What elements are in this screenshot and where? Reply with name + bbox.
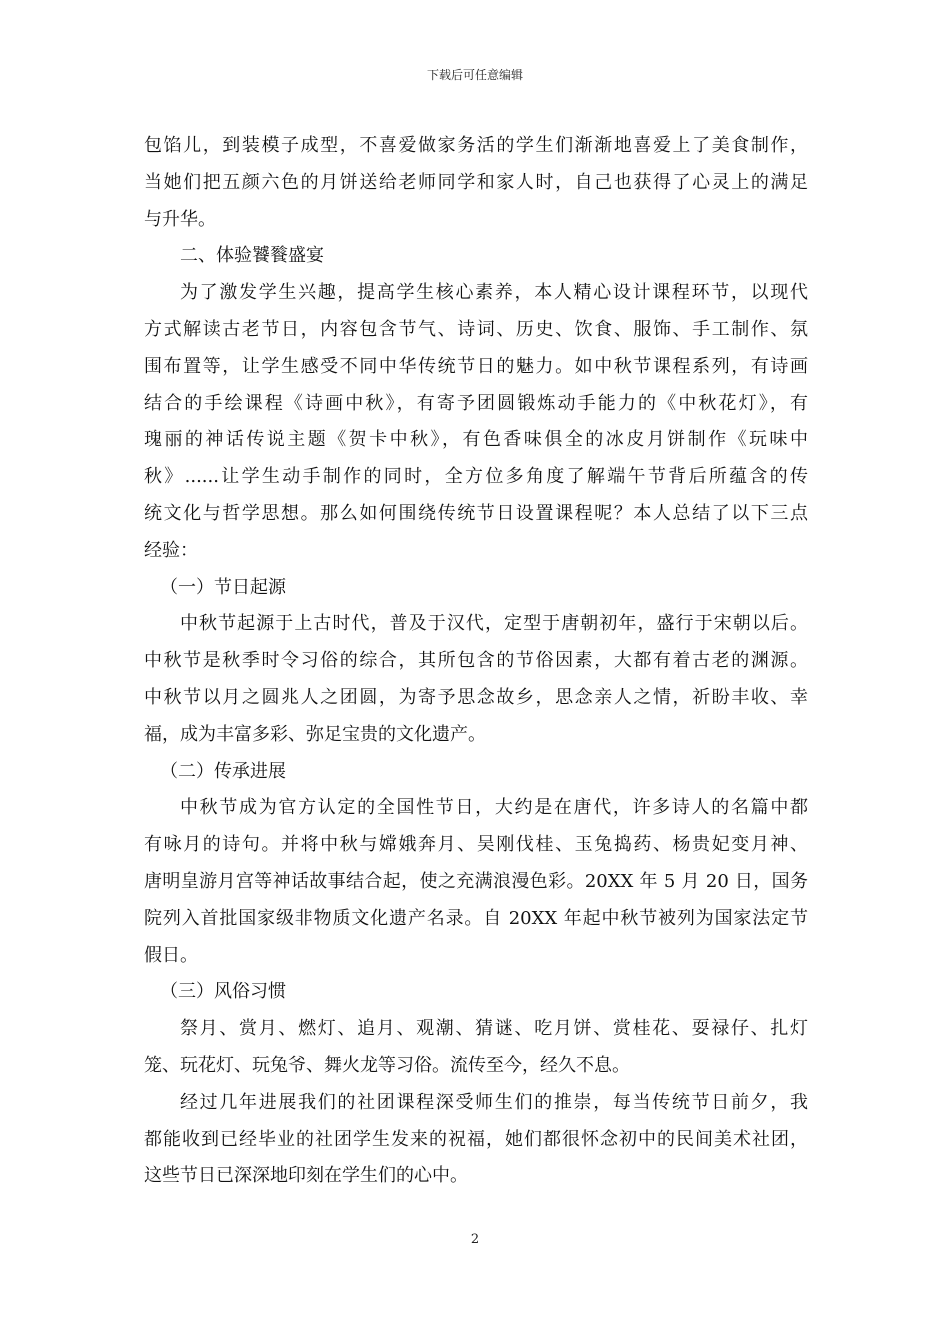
text-line: 中秋节成为官方认定的全国性节日，大约是在唐代，许多诗人的名篇中都 (180, 797, 808, 819)
text-line: 二、体验饕餮盛宴 (180, 245, 324, 267)
text-line: 包馅儿，到装模子成型，不喜爱做家务活的学生们渐渐地喜爱上了美食制作， (144, 135, 808, 156)
text-line: 与升华。 (144, 208, 216, 230)
text-line: （三）风俗习惯 (160, 981, 286, 1003)
text-line: （一）节日起源 (160, 576, 286, 598)
text-line: 有咏月的诗句。并将中秋与嫦娥奔月、吴刚伐桂、玉兔捣药、杨贵妃变月神、 (144, 834, 808, 856)
text-line: 都能收到已经毕业的社团学生发来的祝福，她们都很怀念初中的民间美术社团， (144, 1128, 808, 1150)
page-header: 下载后可任意编辑 (426, 68, 523, 82)
text-line: 祭月、赏月、燃灯、追月、观潮、猜谜、吃月饼、赏桂花、耍禄仔、扎灯 (180, 1018, 808, 1040)
text-line: 当她们把五颜六色的月饼送给老师同学和家人时，自己也获得了心灵上的满足 (144, 171, 808, 193)
text-line: 假日。 (144, 944, 198, 966)
text-line: 福，成为丰富多彩、弥足宝贵的文化遗产。 (144, 723, 486, 745)
text-line: 院列入首批国家级非物质文化遗产名录。自 20XX 年起中秋节被列为国家法定节 (144, 907, 808, 929)
text-line: 经过几年进展我们的社团课程深受师生们的推崇，每当传统节日前夕，我 (180, 1091, 808, 1113)
text-line: （二）传承进展 (160, 760, 286, 782)
text-line: 经验： (144, 539, 198, 561)
page-number: 2 (470, 1232, 480, 1247)
text-line: 结合的手绘课程《诗画中秋》，有寄予团圆锻炼动手能力的《中秋花灯》，有 (144, 392, 808, 414)
text-line: 这些节日已深深地印刻在学生们的心中。 (144, 1165, 468, 1187)
text-line: 方式解读古老节日，内容包含节气、诗词、历史、饮食、服饰、手工制作、氛 (144, 318, 808, 340)
text-line: 为了激发学生兴趣，提高学生核心素养，本人精心设计课程环节，以现代 (180, 282, 808, 304)
text-line: 中秋节起源于上古时代，普及于汉代，定型于唐朝初年，盛行于宋朝以后。 (180, 613, 808, 635)
document-body (144, 128, 808, 1195)
text-line: 瑰丽的神话传说主题《贺卡中秋》，有色香味俱全的冰皮月饼制作《玩味中 (144, 429, 808, 451)
text-line: 围布置等，让学生感受不同中华传统节日的魅力。如中秋节课程系列，有诗画 (144, 355, 808, 377)
text-line: 中秋节是秋季时令习俗的综合，其所包含的节俗因素，大都有着古老的渊源。 (144, 650, 808, 672)
text-line: 统文化与哲学思想。那么如何围绕传统节日设置课程呢？本人总结了以下三点 (144, 502, 808, 524)
text-line: 唐明皇游月宫等神话故事结合起，使之充满浪漫色彩。20XX 年 5 月 20 日，国务 (144, 870, 808, 892)
text-line: 秋》......让学生动手制作的同时，全方位多角度了解端午节背后所蕴含的传 (144, 466, 808, 488)
text-line: 笼、玩花灯、玩兔爷、舞火龙等习俗。流传至今，经久不息。 (144, 1054, 630, 1076)
text-line: 中秋节以月之圆兆人之团圆，为寄予思念故乡，思念亲人之情，祈盼丰收、幸 (144, 686, 808, 708)
